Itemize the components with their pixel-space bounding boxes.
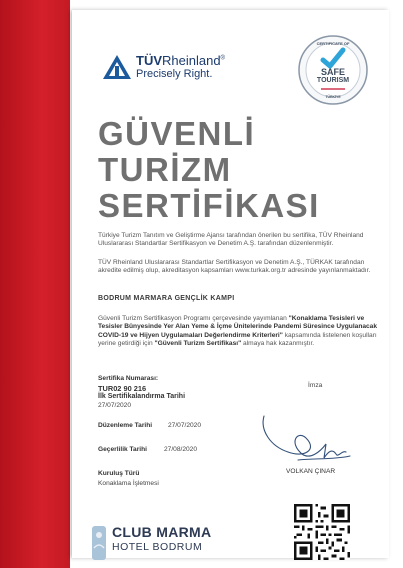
cert-number-label: Sertifika Numarası: (98, 375, 159, 382)
seal-safe-text: SAFE (320, 67, 345, 77)
org-type-value: Konaklama İşletmesi (98, 480, 159, 487)
signature-label: İmza (308, 382, 323, 389)
club-name: CLUB MARMA (112, 524, 212, 540)
intro-paragraph-2: TÜV Rheinland Uluslararası Standartlar Sertifikasyon ve Denetim A.Ş., TÜRKAK tarafından akredite edilmiş olup, akreditasyon kapsamları www.turkak.org.tr adresinde yayınlanmaktadır. (98, 259, 371, 275)
valid-date-label: Geçerlilik Tarihi (98, 446, 147, 453)
brand-slogan: Precisely Right. (136, 68, 213, 80)
criteria-text: "Konaklama Tesisleri ve Tesisler Bünyesinde Yer Alan Yeme & İçme Ünitelerinde Pandemi Süresince Uygulanacak COVID-19 ve Hijyen Uygulamaları Değerlendirme Kriterleri" (98, 315, 378, 339)
title-line-2: TURİZM (98, 151, 232, 188)
tuv-triangle-icon (102, 54, 132, 80)
certificate-name-text: "Güvenli Turizm Sertifikası" (154, 339, 242, 347)
issue-date-label: Düzenleme Tarihi (98, 422, 153, 429)
org-type-label: Kuruluş Türü (98, 470, 140, 477)
tuv-rheinland-logo (102, 50, 242, 86)
title-line-3: SERTİFİKASI (98, 187, 320, 224)
certification-statement: Güvenli Turizm Sertifikasyon Programı çerçevesinde yayımlanan "Konaklama Tesisleri ve Tesisler Bünyesinde Yer Alan Yeme & İçme Ünitelerinde Pandemi Süresince Uygulanacak COVID-19 ve Hijyen Uygulamaları Değerlendirme Kriterleri" kapsamında listelenen koşulları yerine getirdiği için "Güvenli Turizm Sertifikası" almaya hak kazanmıştır. (98, 315, 378, 347)
club-marma-logo (90, 524, 212, 564)
signature-icon (258, 408, 354, 468)
brand-name: TÜVRheinland® (136, 53, 225, 68)
cert-number-value: TUR02 90 216 (98, 384, 147, 393)
signatory-name: VOLKAN ÇINAR (286, 468, 336, 475)
organization-name: BODRUM MARMARA GENÇLİK KAMPI (98, 295, 235, 302)
seal-tourism-text: TOURISM (316, 77, 350, 84)
valid-date-value: 27/08/2020 (164, 446, 198, 453)
seal-bottom-text: TÜRKİYE (325, 95, 341, 99)
safe-tourism-seal (297, 34, 369, 106)
qr-code-icon (294, 504, 350, 560)
certificate-title (98, 116, 358, 224)
seal-top-text: CERTIFICATE OF (316, 41, 350, 46)
red-side-band (0, 0, 70, 568)
first-cert-date: 27/07/2020 (98, 402, 132, 409)
title-line-1: GÜVENLİ (98, 115, 256, 152)
issue-date-value: 27/07/2020 (168, 422, 202, 429)
hotel-name: HOTEL BODRUM (112, 541, 203, 553)
intro-paragraph-1: Türkiye Turizm Tanıtım ve Geliştirme Ajansı tarafından önerilen bu sertifika, TÜV Rheinland Uluslararası Standartlar Sertifikasyon ve Denetim A.Ş. tarafından düzenlenmiştir. (98, 232, 364, 248)
club-marma-emblem-icon (90, 526, 108, 560)
first-cert-label: İlk Sertifikalandırma Tarihi (98, 393, 186, 400)
certificate-page (72, 10, 389, 558)
